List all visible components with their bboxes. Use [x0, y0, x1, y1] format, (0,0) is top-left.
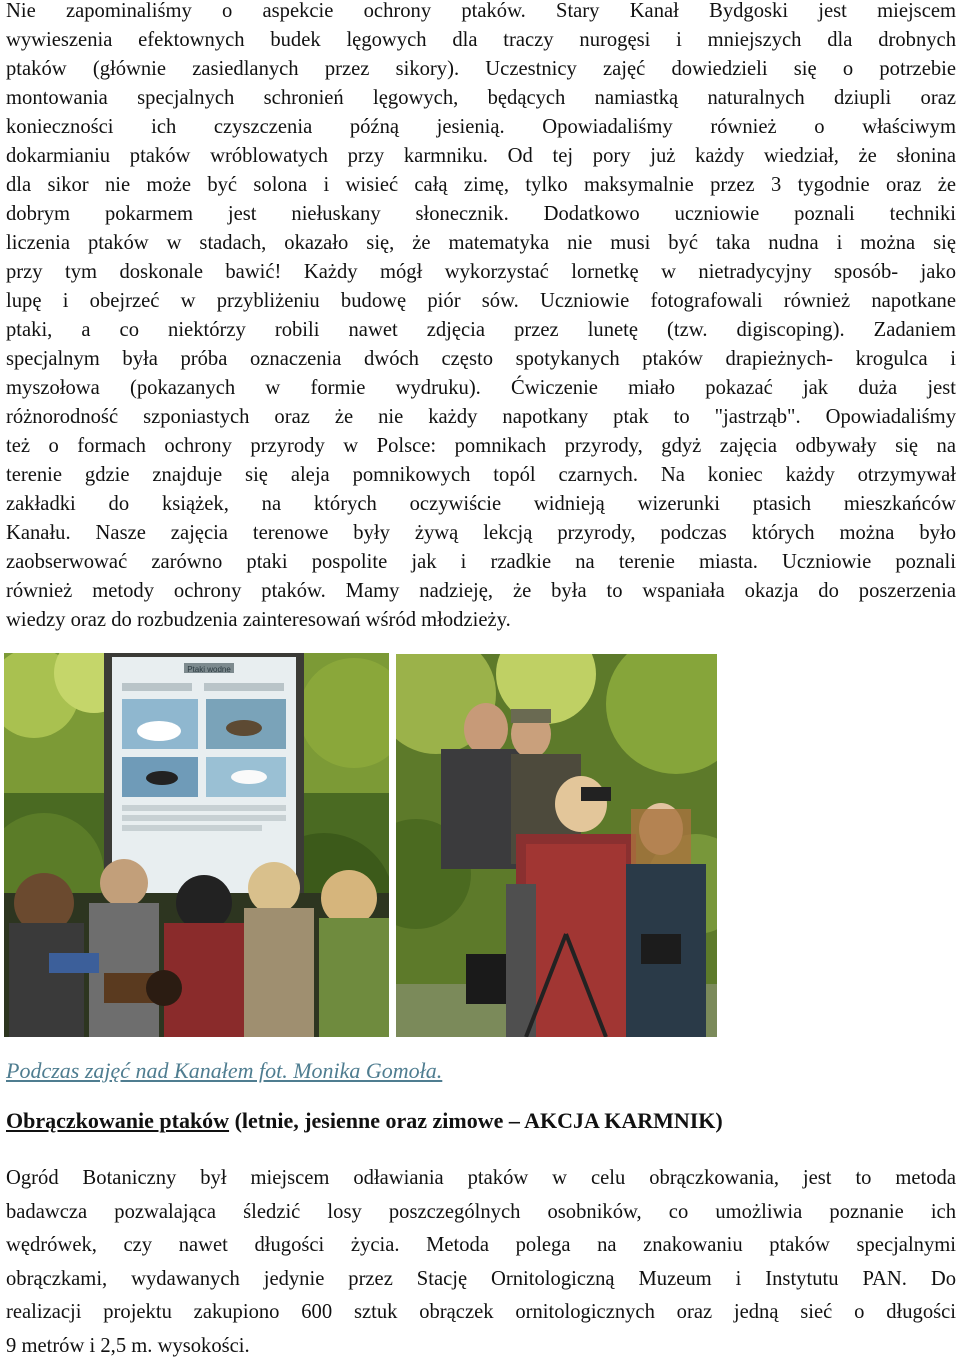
text-line: ptaków (głównie zasiedlanych przez sikory). Uczestnicy zajęć dowiedzieli się o potrzebie	[6, 55, 956, 84]
text-line: lupę i obejrzeć w przybliżeniu budowę piór sów. Uczniowie fotografowali również napotkane	[6, 287, 956, 316]
text-line: zakładki do książek, na których oczywiście widnieją wizerunki ptasich mieszkańców	[6, 490, 956, 519]
text-line: przy tym doskonale bawić! Każdy mógł wykorzystać lornetkę w nietradycyjny sposób- jako	[6, 258, 956, 287]
text-line: dobrym pokarmem jest niełuskany słonecznik. Dodatkowo uczniowie poznali techniki	[6, 200, 956, 229]
paragraph-bird-protection	[6, 0, 956, 635]
paragraph-bird-ringing	[6, 1162, 956, 1363]
text-line: konieczności ich czyszczenia późną jesienią. Opowiadaliśmy również o właściwym	[6, 113, 956, 142]
text-line: montowania specjalnych schronień lęgowych, będących namiastką naturalnych dziupli oraz	[6, 84, 956, 113]
text-line: obrączkami, wydawanych jedynie przez Stację Ornitologiczną Muzeum i Instytutu PAN. Do	[6, 1263, 956, 1297]
text-line: 9 metrów i 2,5 m. wysokości.	[6, 1330, 956, 1363]
text-line: realizacji projektu zakupiono 600 sztuk obrączek ornitologicznych oraz jedną sieć o długości	[6, 1296, 956, 1330]
text-line: liczenia ptaków w stadach, okazało się, że matematyka nie musi być taka nudna i można się	[6, 229, 956, 258]
text-line: Nie zapominaliśmy o aspekcie ochrony ptaków. Stary Kanał Bydgoski jest miejscem	[6, 0, 956, 26]
text-line: wywieszenia efektownych budek lęgowych dla traczy nurogęsi i mniejszych dla drobnych	[6, 26, 956, 55]
text-line: wiedzy oraz do rozbudzenia zainteresowań wśród młodzieży.	[6, 606, 956, 635]
board-sign-title: Ptaki wodne	[187, 665, 231, 674]
text-line: badawcza pozwalająca śledzić losy poszczególnych osobników, co umożliwia poznanie ich	[6, 1196, 956, 1230]
text-line: myszołowa (pokazanych w formie wydruku). Ćwiczenie miało pokazać jak duża jest	[6, 374, 956, 403]
section-heading	[6, 1108, 723, 1134]
photo-caption[interactable]: Podczas zajęć nad Kanałem fot. Monika Gomoła.	[6, 1058, 442, 1084]
text-line: dla sikor nie może być solona i wisieć całą zimę, tylko maksymalnie przez 3 tygodnie oraz że	[6, 171, 956, 200]
photo-students-at-board	[4, 653, 389, 1037]
text-line: Ogród Botaniczny był miejscem odławiania ptaków w celu obrączkowania, jest to metoda	[6, 1162, 956, 1196]
text-line: dokarmianiu ptaków wróblowatych przy karmniku. Od tej pory już każdy wiedział, że słonina	[6, 142, 956, 171]
photo-students-with-binoculars	[396, 654, 717, 1037]
text-line: specjalnym była próba oznaczenia dwóch często spotykanych ptaków drapieżnych- krogulca i	[6, 345, 956, 374]
text-line: też o formach ochrony przyrody w Polsce: pomnikach przyrody, gdyż zajęcia odbywały się na	[6, 432, 956, 461]
text-line: zaobserwować zarówno ptaki pospolite jak i rzadkie na terenie miasta. Uczniowie poznali	[6, 548, 956, 577]
text-line: terenie gdzie znajduje się aleja pomnikowych topól czarnych. Na koniec każdy otrzymywał	[6, 461, 956, 490]
text-line: różnorodność szponiastych oraz że nie każdy napotkany ptak to "jastrząb". Opowiadaliśmy	[6, 403, 956, 432]
text-line: wędrówek, czy nawet długości życia. Metoda polega na znakowaniu ptaków specjalnymi	[6, 1229, 956, 1263]
text-line: Kanału. Nasze zajęcia terenowe były żywą lekcją przyrody, podczas których można było	[6, 519, 956, 548]
section-heading-underlined: Obrączkowanie ptaków	[6, 1108, 229, 1133]
text-line: ptaki, a co niektórzy robili nawet zdjęcia przez lunetę (tzw. digiscoping). Zadaniem	[6, 316, 956, 345]
text-line: również metody ochrony ptaków. Mamy nadzieję, że była to wspaniała okazja do poszerzenia	[6, 577, 956, 606]
section-heading-rest: (letnie, jesienne oraz zimowe – AKCJA KARMNIK)	[229, 1108, 723, 1133]
